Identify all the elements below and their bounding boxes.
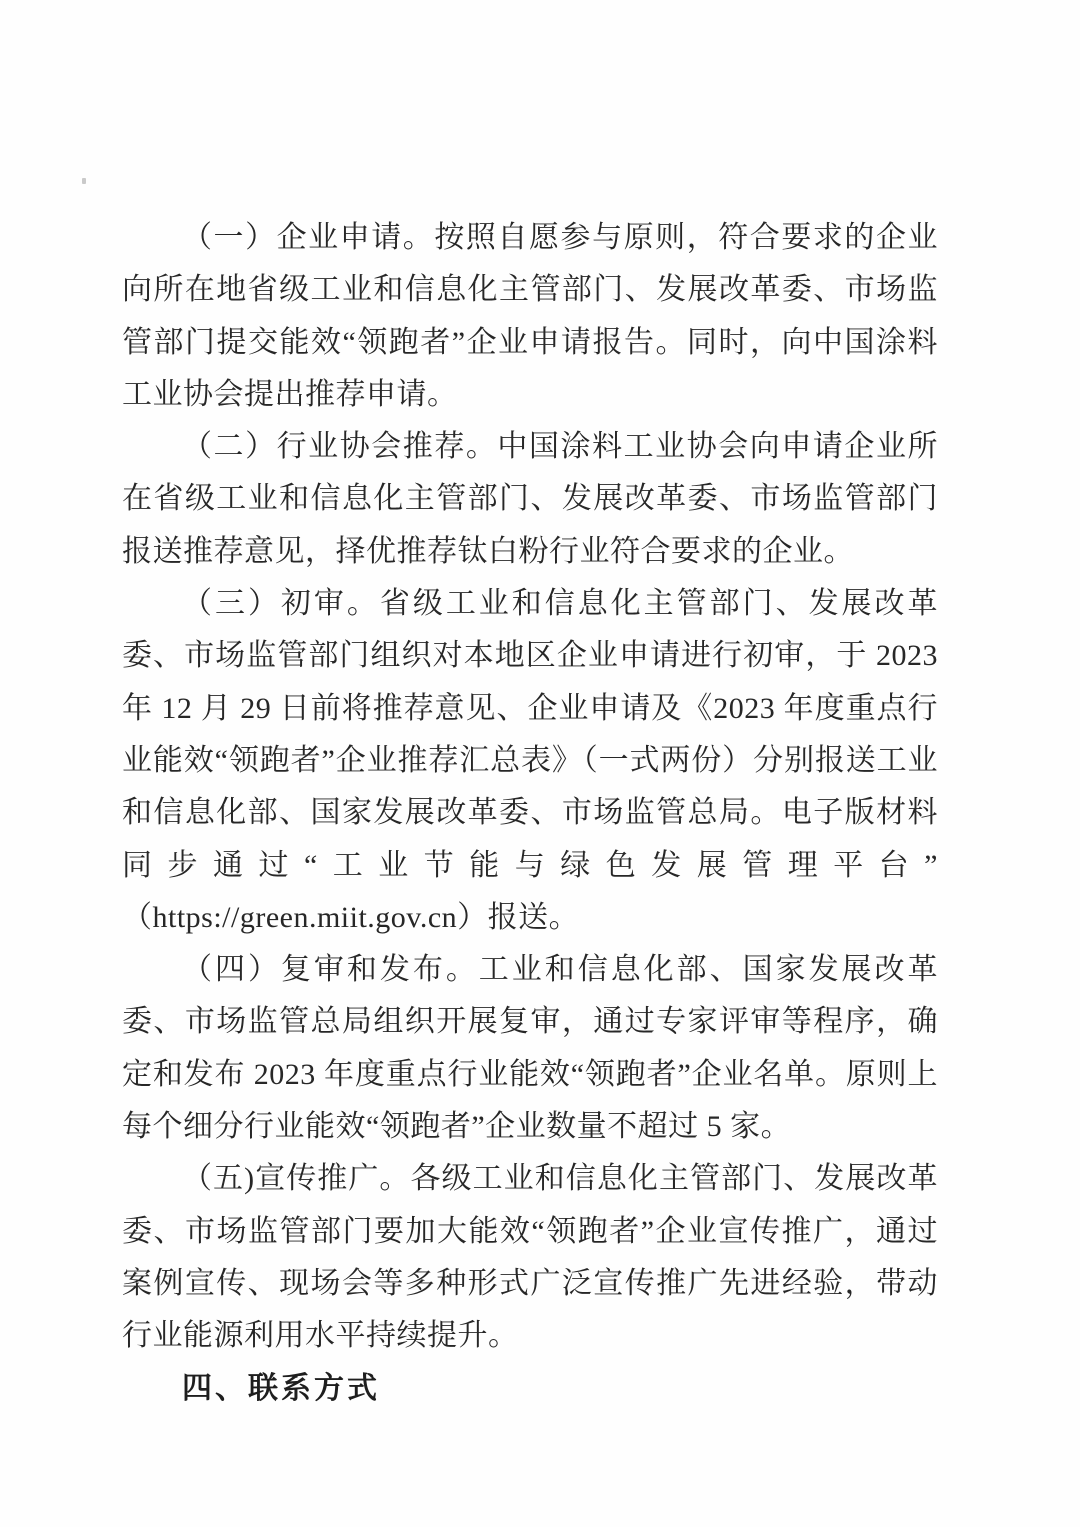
document-body bbox=[122, 212, 938, 1415]
paragraph-3-preliminary-review: （三）初审。省级工业和信息化主管部门、发展改革委、市场监管部门组织对本地区企业申请进行初审，于 2023 年 12 月 29 日前将推荐意见、企业申请及《2023 年度重点行业能效“领跑者”企业推荐汇总表》（一式两份）分别报送工业和信息化部、国家发展改革委、市场监管总局。电子版材料同步通过“工业节能与绿色发展管理平台”（https://green.miit.gov.cn）报送。 bbox=[122, 587, 938, 934]
scan-speck-artifact bbox=[82, 178, 86, 184]
paragraph-2-association-recommendation: （二）行业协会推荐。中国涂料工业协会向申请企业所在省级工业和信息化主管部门、发展改革委、市场监管部门报送推荐意见，择优推荐钛白粉行业符合要求的企业。 bbox=[122, 430, 938, 568]
paragraph-1-enterprise-application: （一）企业申请。按照自愿参与原则，符合要求的企业向所在地省级工业和信息化主管部门、发展改革委、市场监管部门提交能效“领跑者”企业申请报告。同时，向中国涂料工业协会提出推荐申请。 bbox=[122, 221, 938, 411]
paragraph-4-final-review-and-publication: （四）复审和发布。工业和信息化部、国家发展改革委、市场监管总局组织开展复审，通过专家评审等程序，确定和发布 2023 年度重点行业能效“领跑者”企业名单。原则上每个细分行业能效“领跑者”企业数量不超过 5 家。 bbox=[122, 953, 938, 1144]
section-heading-contact-info: 四、联系方式 bbox=[182, 1371, 380, 1405]
paragraph-5-promotion: （五)宣传推广。各级工业和信息化主管部门、发展改革委、市场监管部门要加大能效“领跑者”企业宣传推广，通过案例宣传、现场会等多种形式广泛宣传推广先进经验，带动行业能源利用水平持续提升。 bbox=[122, 1162, 938, 1353]
